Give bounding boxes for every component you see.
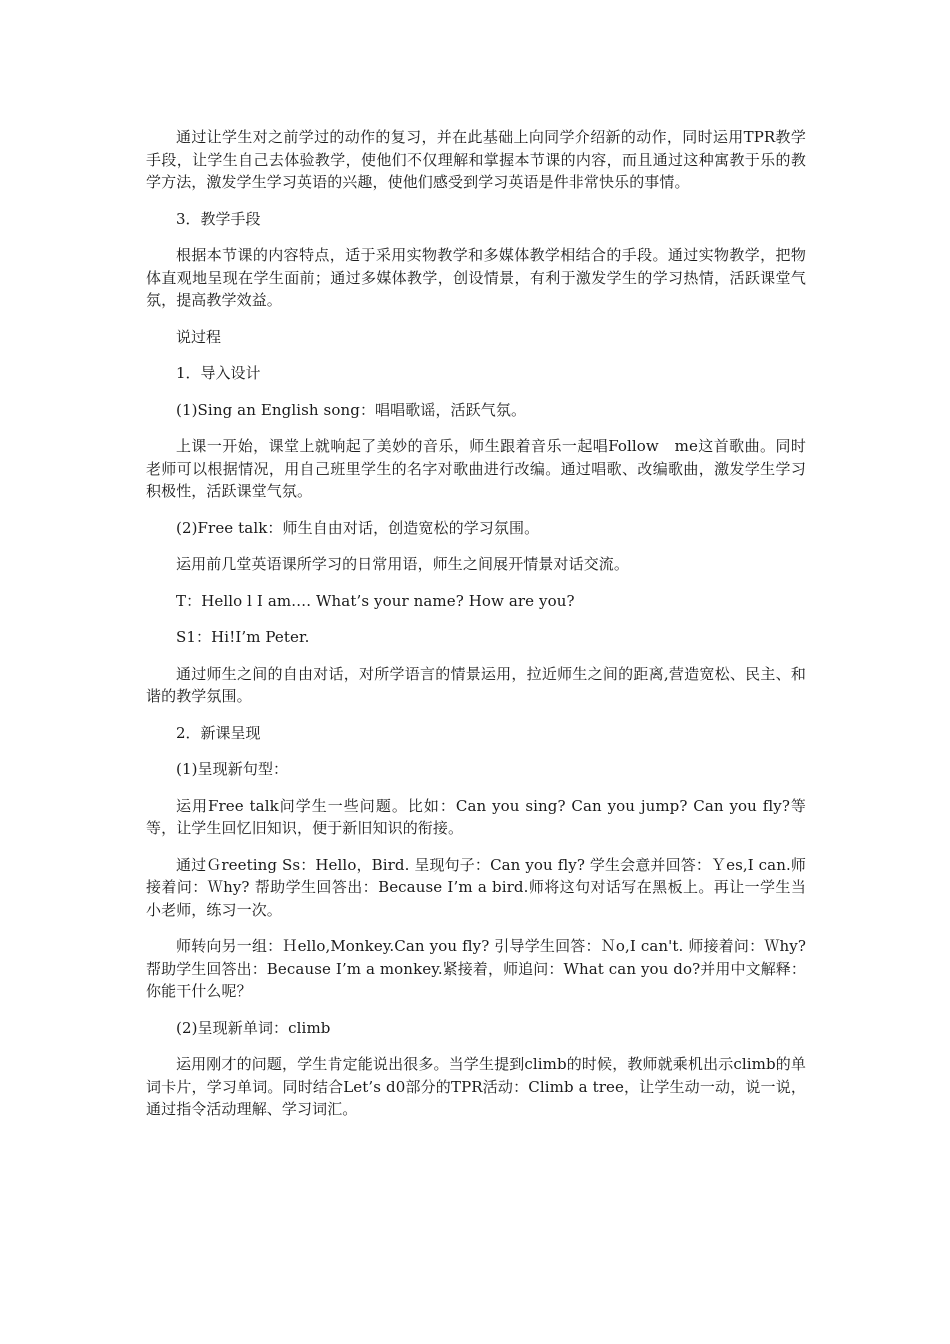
paragraph: 运用前几堂英语课所学习的日常用语，师生之间展开情景对话交流。 [176, 555, 630, 573]
paragraph: 上课一开始，课堂上就响起了美妙的音乐，师生跟着音乐一起唱Follow me这首歌曲。同时老师可以根据情况，用自己班里学生的名字对歌曲进行改编。通过唱歌、改编歌曲，激发学生学习积极性，活跃课堂气氛。 [146, 437, 806, 500]
paragraph: 师转向另一组：Ｈello,Monkey.Can you fly? 引导学生回答：Ｎo,I can't. 师接着问：Ｗhy? 帮助学生回答出：Because I’m a monkey.紧接着，师追问：What can you do?并用中文解释：你能干什么呢？ [146, 937, 806, 1000]
paragraph: 运用刚才的问题，学生肯定能说出很多。当学生提到climb的时候，教师就乘机出示climb的单词卡片，学习单词。同时结合Let’s d0部分的TPR活动：Climb a tree，让学生动一动，说一说，通过指令活动理解、学习词汇。 [146, 1055, 806, 1118]
paragraph: 通过让学生对之前学过的动作的复习，并在此基础上向同学介绍新的动作，同时运用TPR教学手段，让学生自己去体验教学，使他们不仅理解和掌握本节课的内容，而且通过这种寓教于乐的教学方法，激发学生学习英语的兴趣，使他们感受到学习英语是件非常快乐的事情。 [146, 128, 806, 191]
paragraph: 通过Ｇreeting Ss：Hello，Bird. 呈现句子：Can you fly? 学生会意并回答：Ｙes,I can.师接着问：Ｗhy? 帮助学生回答出：Because I’m a bird.师将这句对话写在黑板上。再让一学生当小老师，练习一次。 [146, 855, 806, 919]
paragraph: 根据本节课的内容特点，适于采用实物教学和多媒体教学相结合的手段。通过实物教学，把物体直观地呈现在学生面前；通过多媒体教学，创设情景，有利于激发学生的学习热情，活跃课堂气氛，提高教学效益。 [146, 246, 806, 309]
section-heading: 说过程 [176, 327, 222, 346]
section-heading: 2．新课呈现 [176, 723, 261, 742]
paragraph: (2)呈现新单词：climb [176, 1018, 331, 1037]
document-page [146, 126, 806, 1135]
paragraph: (1)Sing an English song：唱唱歌谣，活跃气氛。 [176, 400, 527, 419]
paragraph: (2)Free talk：师生自由对话，创造宽松的学习氛围。 [176, 518, 540, 537]
paragraph: 运用Free talk问学生一些问题。比如：Can you sing? Can you jump? Can you fly?等等，让学生回忆旧知识，便于新旧知识的衔接。 [146, 796, 806, 837]
paragraph: 通过师生之间的自由对话，对所学语言的情景运用，拉近师生之间的距离,营造宽松、民主、和谐的教学氛围。 [146, 664, 806, 705]
section-heading: 1．导入设计 [176, 364, 261, 382]
dialogue-line: S1：Hi!I’m Peter. [176, 628, 310, 646]
section-heading: 3．教学手段 [176, 209, 261, 228]
paragraph: (1)呈现新句型： [176, 760, 289, 778]
dialogue-line: T：Hello l I am…. What’s your name? How are you? [176, 591, 575, 610]
